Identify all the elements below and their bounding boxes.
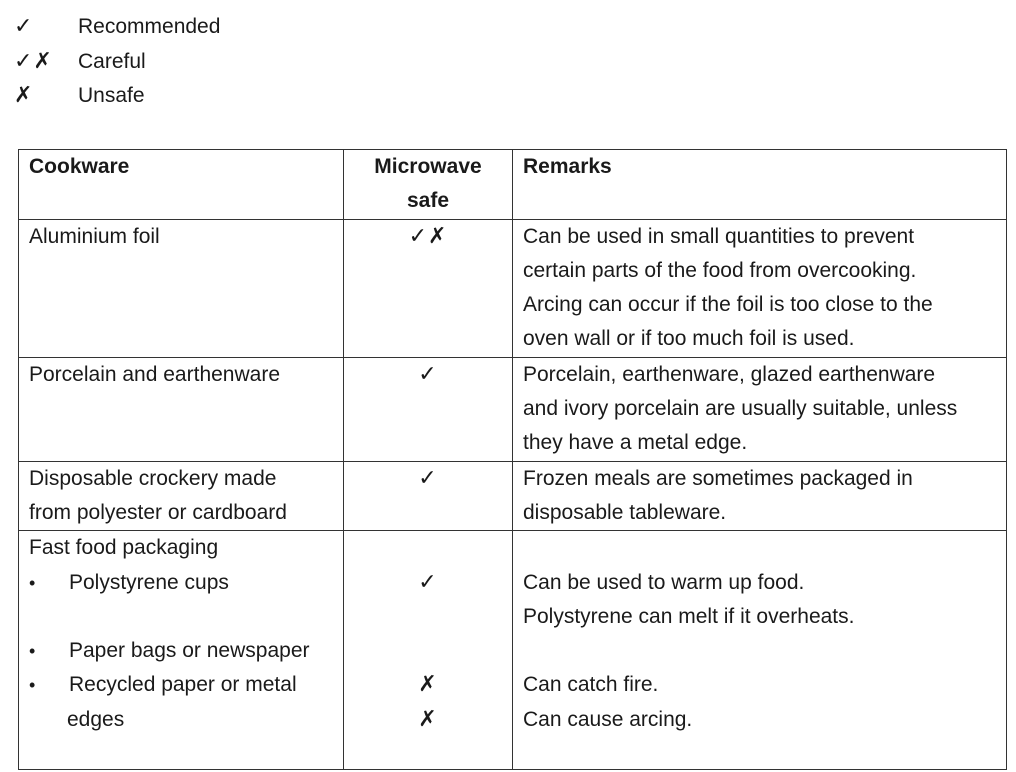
list-item: • Paper bags or newspaper: [29, 634, 343, 668]
cookware-cell: Aluminium foil: [19, 219, 344, 357]
bullet-icon: •: [29, 641, 36, 662]
safety-cell: [344, 357, 513, 461]
table-row: [19, 219, 1007, 357]
list-item: • Recycled paper or metal edges: [29, 668, 343, 737]
list-item: • Polystyrene cups: [29, 566, 343, 600]
legend-label: Recommended: [78, 15, 221, 38]
check-icon: ✓: [418, 465, 438, 491]
safety-cell: [344, 461, 513, 531]
safety-cell: [344, 219, 513, 357]
check-icon: ✓: [418, 361, 438, 387]
header-cookware: Cookware: [19, 150, 344, 220]
cross-icon: ✗: [418, 706, 438, 732]
cookware-cell: Porcelain and earthenware: [19, 357, 344, 461]
cross-icon: ✗: [14, 83, 34, 108]
cookware-table: [18, 149, 1007, 770]
remarks-cell: Can be used in small quantities to prevent certain parts of the food from overcooking. Arcing can occur if the foil is too close to the oven wall or if too much foil is used.: [513, 219, 1007, 357]
table-header-row: [19, 150, 1007, 220]
bullet-icon: •: [29, 675, 36, 696]
header-microwave-safe: Microwave safe: [344, 150, 513, 220]
table-row: [19, 461, 1007, 531]
table-row: [19, 531, 1007, 770]
remarks-cell: Can be used to warm up food. Polystyrene can melt if it overheats. Can catch fire. Can cause arcing.: [513, 531, 1007, 770]
cookware-cell: Fast food packaging • Polystyrene cups • Paper bags or newspaper • Recycled paper or metal edges: [19, 531, 344, 770]
legend-label: Careful: [78, 49, 146, 73]
check-icon: ✓: [418, 569, 438, 595]
table-row: [19, 357, 1007, 461]
check-icon: ✓: [14, 14, 34, 39]
check-cross-icon: ✓✗: [14, 48, 53, 74]
check-cross-icon: ✓✗: [408, 223, 448, 249]
safety-cell: [344, 531, 513, 770]
remarks-cell: Frozen meals are sometimes packaged in disposable tableware.: [513, 461, 1007, 531]
cross-icon: ✗: [418, 672, 438, 698]
header-remarks: Remarks: [513, 150, 1007, 220]
cookware-cell: Disposable crockery made from polyester or cardboard: [19, 461, 344, 531]
legend-label: Unsafe: [78, 84, 145, 107]
remarks-cell: Porcelain, earthenware, glazed earthenware and ivory porcelain are usually suitable, unless they have a metal edge.: [513, 357, 1007, 461]
bullet-icon: •: [29, 572, 36, 593]
